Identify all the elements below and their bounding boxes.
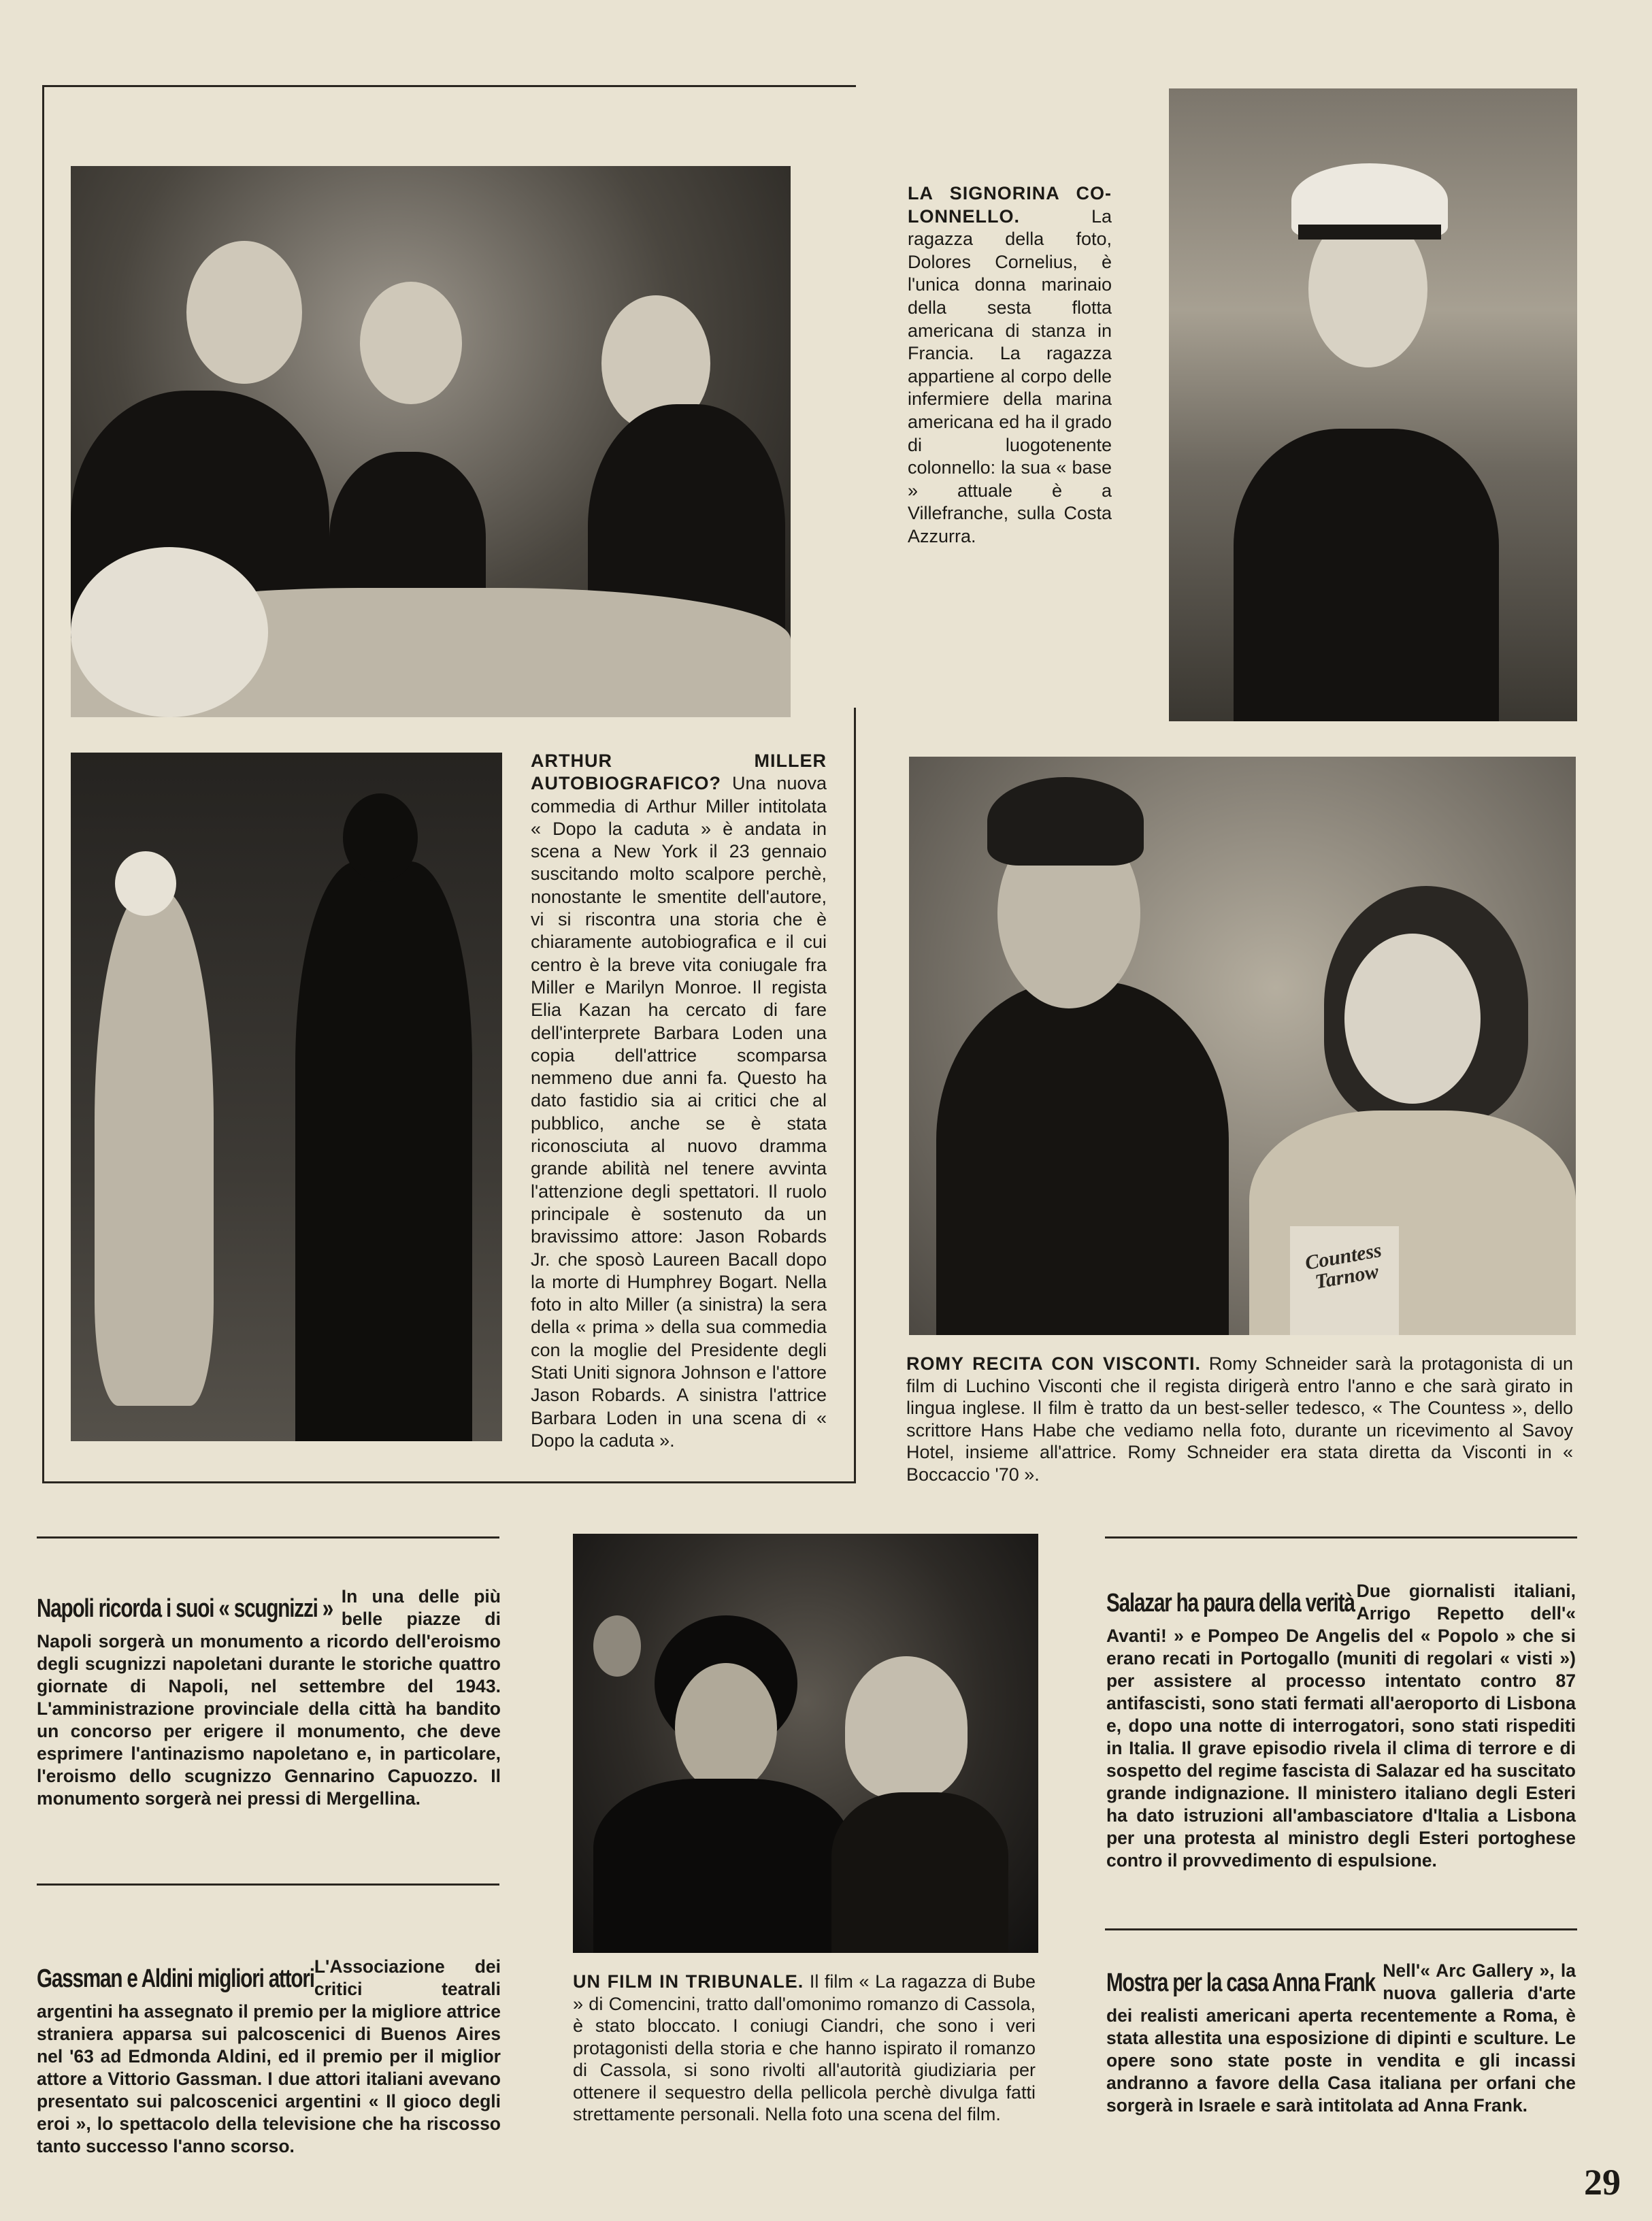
caption-navy-lady-body: La ragazza della foto, Dolores Cornelius, è l'unica donna marinaio della sesta flotta americana di stanza in Francia. La ragazza appartiene al corpo delle infermiere della marina americana ed ha il grado di luogotenente colonnello: la sua « base » attuale è a Villefranche, sulla Costa Azzurra. bbox=[908, 205, 1112, 546]
article-gassman-body: L'Associazione dei critici teatrali argentini ha assegnato il premio per la migliore attrice straniera apparsa sui palcoscenici di Buenos Aires nel '63 ad Edmonda Aldini, ed il premio per il miglior attore a Vittorio Gassman. I due attori italiani avevano presentato sui palcoscenici argentini « Il gioco degli eroi », lo spettacolo della televisione che ha riscosso tanto successo l'anno scorso. bbox=[37, 1956, 501, 2156]
caption-tribunale-body: Il film « La ragazza di Bube » di Comencini, tratto dall'omonimo romanzo di Cassola, è stato bloccato. I coniugi Ciandri, che sono i veri protagonisti della storia e che hanno ispirato il romanzo di Cassola, si sono rivolti all'autorità giudiziaria per ottenere il sequestro della pellicola perchè divulga fatti strettamente personali. Nella foto una scena del film. bbox=[573, 1971, 1036, 2124]
photo-romy-schneider bbox=[909, 757, 1576, 1335]
section-frame-bottom bbox=[42, 1481, 856, 1483]
caption-navy-lady bbox=[908, 182, 1112, 548]
article-salazar bbox=[1106, 1580, 1576, 1872]
section-frame-left bbox=[42, 85, 44, 1483]
rule-right-middle bbox=[1105, 1928, 1577, 1930]
caption-arthur-miller bbox=[531, 750, 827, 1452]
article-napoli bbox=[37, 1585, 501, 1810]
section-frame-top bbox=[42, 85, 856, 87]
caption-romy-headline: ROMY RECITA CON VISCONTI. bbox=[906, 1353, 1202, 1374]
section-frame-right bbox=[854, 708, 856, 1483]
rule-left-middle bbox=[37, 1883, 499, 1886]
caption-arthur-miller-headline: ARTHUR MILLER AUTOBIOGRAFICO? bbox=[531, 751, 827, 794]
photo-miller-dinner bbox=[71, 166, 791, 717]
caption-tribunale bbox=[573, 1971, 1036, 2126]
article-anna-frank bbox=[1106, 1960, 1576, 2117]
caption-tribunale-headline: UN FILM IN TRIBUNALE. bbox=[573, 1971, 804, 1992]
caption-romy-body: Romy Schneider sarà la protagonista di un film di Luchino Visconti che il regista dirigerà entro l'anno e che sarà girato in lingua inglese. Il film è tratto da un best-seller tedesco, « The Countess », dello scrittore Hans Habe che vediamo nella foto, durante un ricevimento al Savoy Hotel, insieme all'attrice. Romy Schneider era stata diretta da Visconti in « Boccaccio '70 ». bbox=[906, 1353, 1573, 1485]
article-gassman-headline: Gassman e Aldini migliori attori bbox=[37, 1964, 314, 1993]
article-anna-frank-headline: Mostra per la casa Anna Frank bbox=[1106, 1969, 1375, 1997]
photo-navy-lady bbox=[1169, 88, 1577, 721]
caption-romy bbox=[906, 1353, 1573, 1485]
page-number: 29 bbox=[1584, 2162, 1621, 2203]
article-napoli-headline: Napoli ricorda i suoi « scugnizzi » bbox=[37, 1594, 333, 1623]
rule-right-top bbox=[1105, 1536, 1577, 1539]
article-anna-frank-body: Nell'« Arc Gallery », la nuova galleria d'arte dei realisti americani aperta recentemente a Roma, è stata allestita una esposizione di dipinti e sculture. Le opere sono state poste in vendita e gli incassi andranno a favore della Casa italiana per orfani che sorgerà in Israele e sarà intitolata ad Anna Frank. bbox=[1106, 1960, 1576, 2116]
article-salazar-headline: Salazar ha paura della verità bbox=[1106, 1589, 1355, 1617]
caption-navy-lady-headline: LA SIGNORINA CO-LONNELLO. bbox=[908, 183, 1112, 227]
rule-left-top bbox=[37, 1536, 499, 1539]
caption-arthur-miller-body: Una nuova commedia di Arthur Miller intitolata « Dopo la caduta » è andata in scena a New York il 23 gennaio suscitando molto scalpore perchè, nonostante le smentite dell'autore, vi si riscontra una storia che è chiaramente autobiografica e il cui centro è la breve vita coniugale fra Miller e Marilyn Monroe. Il regista Elia Kazan ha cercato di fare dell'interprete Barbara Loden una copia dell'attrice scomparsa nemmeno due anni fa. Questo ha dato fastidio sia ai critici che al pubblico, anche se è stata riconosciuta al nuovo dramma grande abilità nel tenere avvinta l'attenzione degli spettatori. Il ruolo principale è sostenuto da un bravissimo attore: Jason Robards Jr. che sposò Laureen Bacall dopo la morte di Humphrey Bogart. Nella foto in alto Miller (a sinistra) la sera della « prima » della sua commedia con la moglie del Presidente degli Stati Uniti signora Johnson e l'attore Jason Robards. A sinistra l'attrice Barbara Loden in una scena di « Dopo la caduta ». bbox=[531, 773, 827, 1451]
photo-film-tribunale bbox=[573, 1534, 1038, 1953]
article-napoli-body: In una delle più belle piazze di Napoli sorgerà un monumento a ricordo dell'eroismo degli scugnizzi napoletani durante le storiche quattro giornate di Napoli, nel settembre del 1943. L'amministrazione provinciale della città ha bandito un concorso per erigere il monumento, che deve esprimere l'antinazismo napoletano e, in particolare, l'eroismo dello scugnizzo Gennarino Capuozzo. Il monumento sorgerà nei pressi di Mergellina. bbox=[37, 1586, 501, 1809]
photo-book-title: Countess Tarnow bbox=[1303, 1238, 1383, 1294]
article-gassman bbox=[37, 1956, 501, 2158]
photo-barbara-loden-stage bbox=[71, 753, 502, 1441]
article-salazar-body: Due giornalisti italiani, Arrigo Repetto dell'« Avanti! » e Pompeo De Angelis del « Popolo » che si erano recati in Portogallo (muniti di regolari « visti ») per assistere al processo intentato contro 87 antifascisti, sono stati fermati all'aeroporto di Lisbona e, dopo una notte di interrogatori, sono stati rispediti in Italia. Il grave episodio rivela il clima di terrore e di sospetto del regime fascista di Salazar ed ha suscitato grande indignazione. Il ministero italiano degli Esteri ha dato istruzioni all'ambasciatore d'Italia a Lisbona per una protesta al ministro degli Esteri portoghese contro il provvedimento di espulsione. bbox=[1106, 1581, 1576, 1871]
